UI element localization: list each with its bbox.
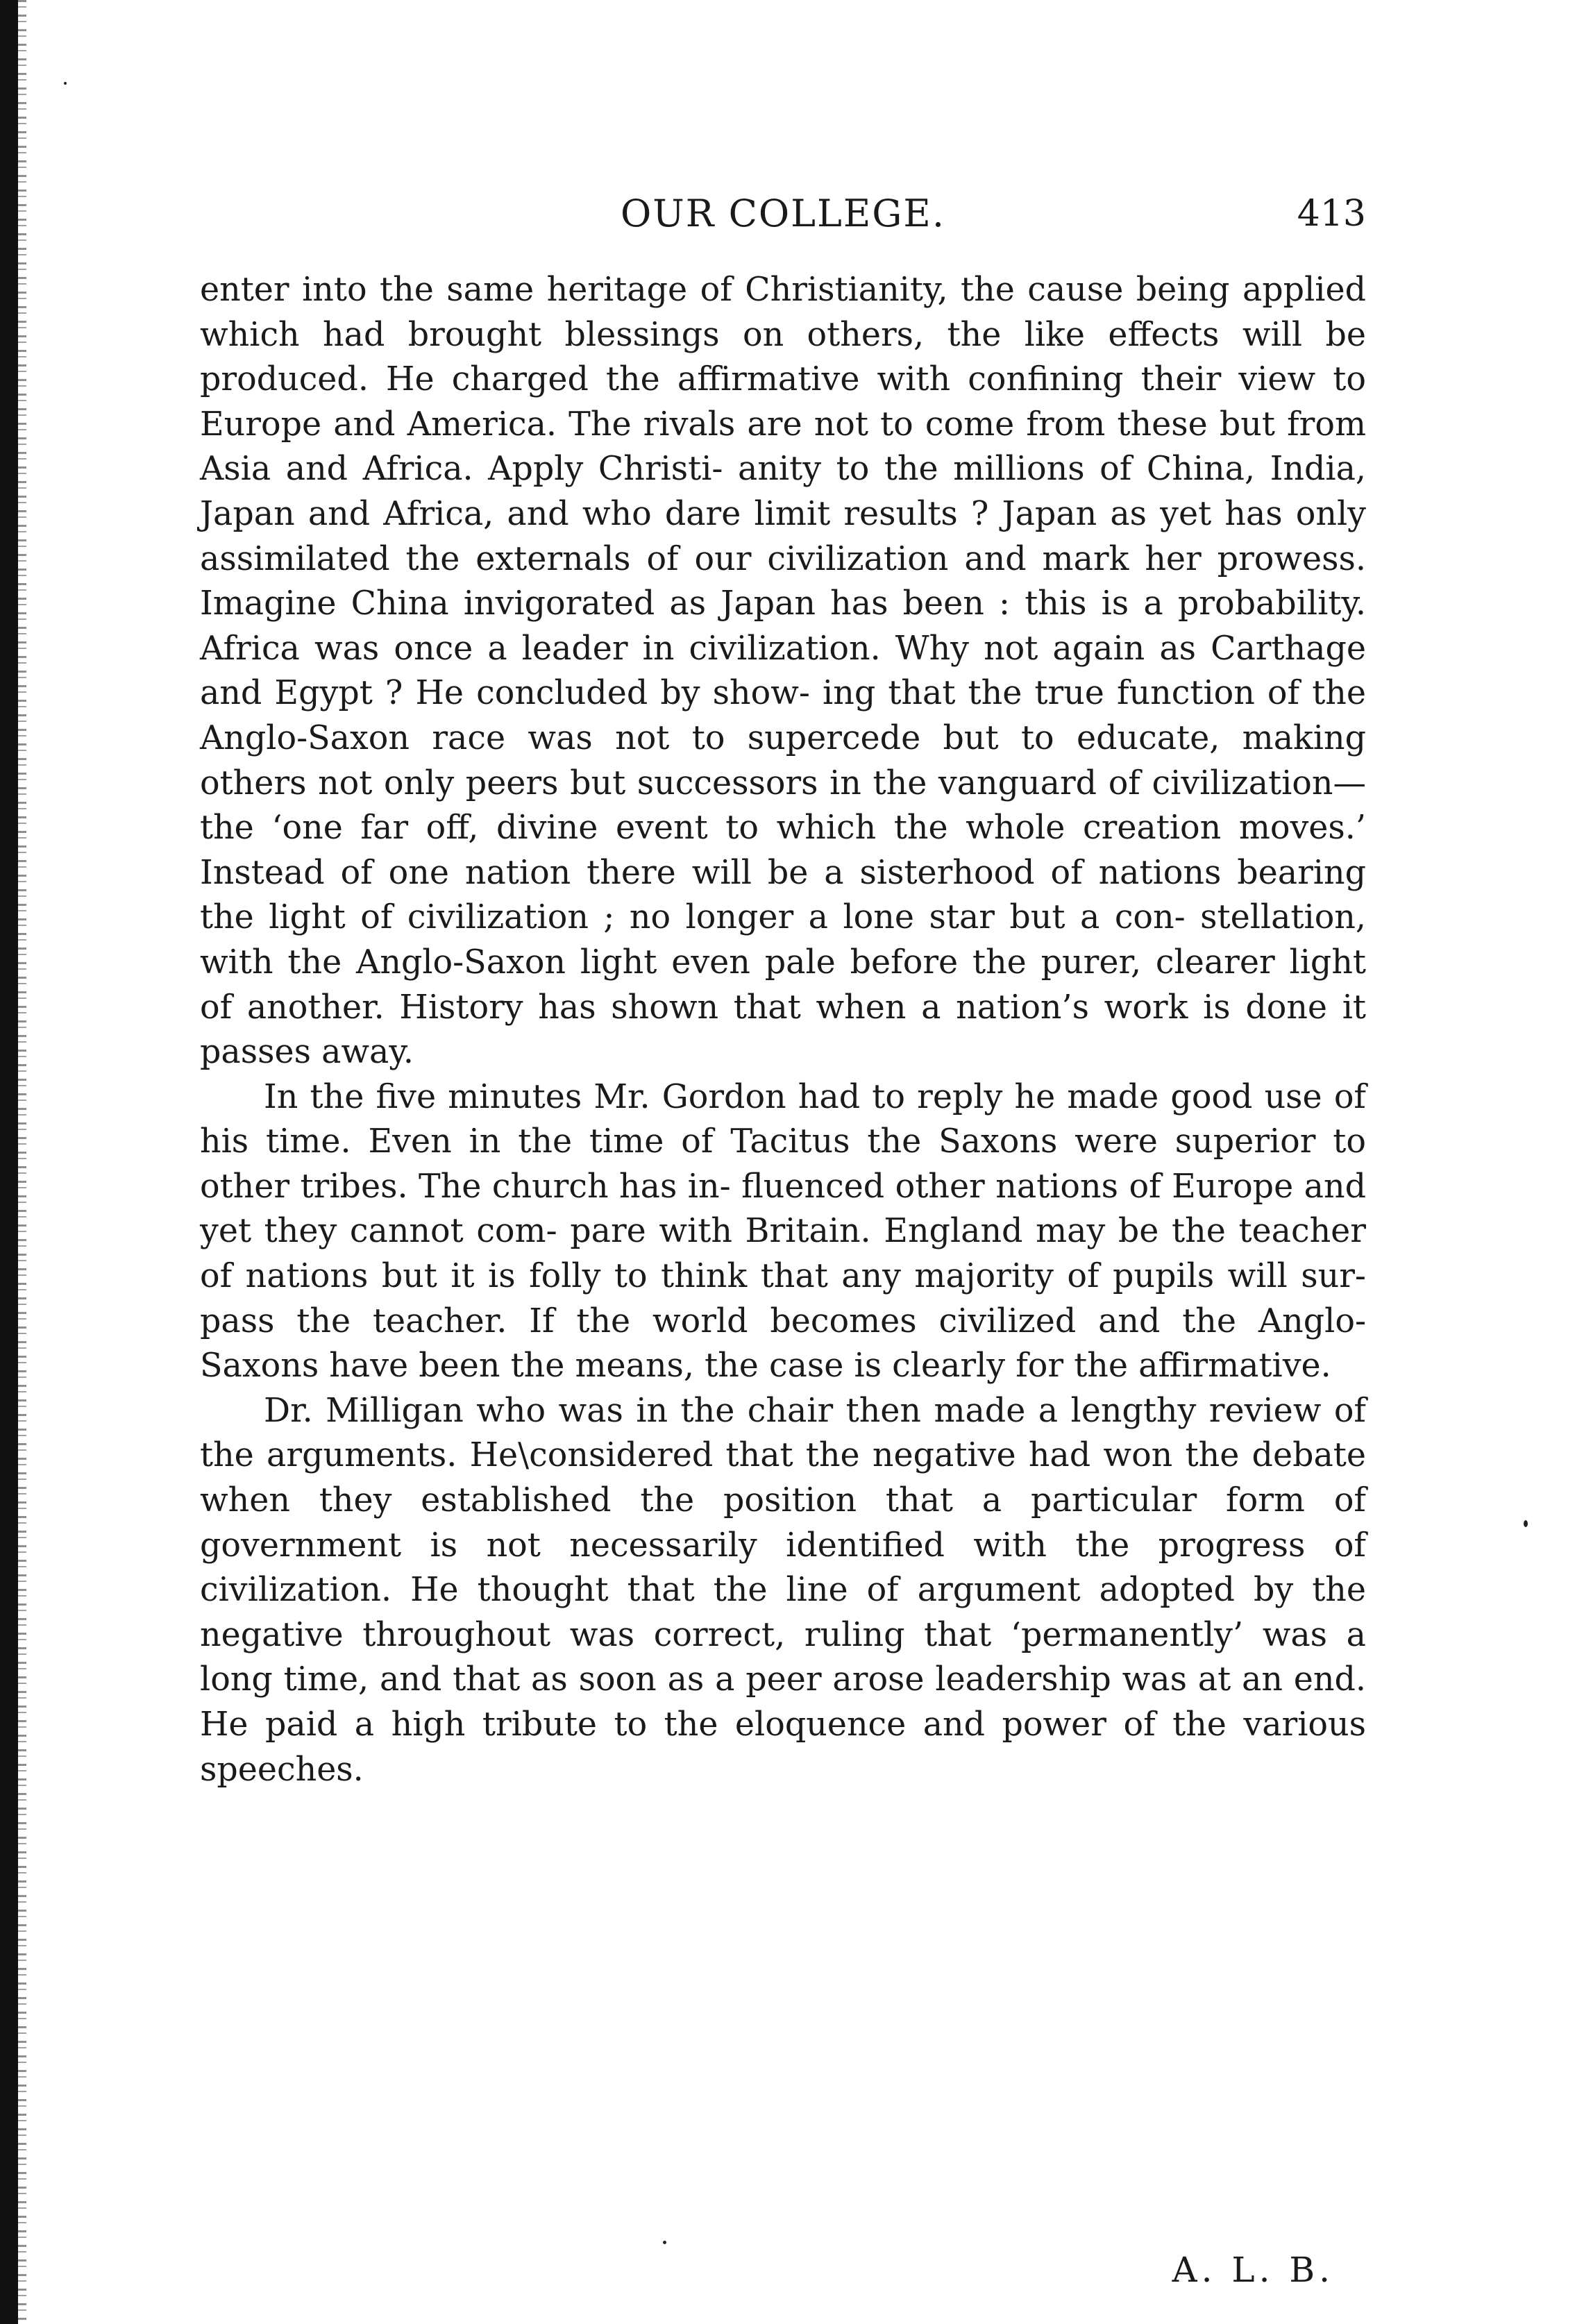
paragraph-milligan-review: Dr. Milligan who was in the chair then made a lengthy review of the arguments. He\considered that the negative had won the debate when they established the position that a particular form of government is not necessarily identified with the progress of civilization. He thought that the line of argument adopted by the negative throughout was correct, ruling that ‘permanently’ was a long time, and that as soon as a peer arose leadership was at an end. He paid a high tribute to the eloquence and power of the various speeches.: [200, 1391, 1366, 1789]
paragraph-gordon-reply: In the five minutes Mr. Gordon had to reply he made good use of his time. Even in the time of Tacitus the Saxons were superior to other tribes. The church has in- fluenced other nations of Europe and yet they cannot com- pare with Britain. England may be the teacher of nations but it is folly to think that any majority of pupils will sur- pass the teacher. If the world becomes civilized and the Anglo-Saxons have been the means, the case is clearly for the affirmative.: [200, 1077, 1366, 1386]
ink-speck: [663, 2241, 666, 2244]
running-title: OUR COLLEGE.: [620, 192, 946, 235]
author-initials: A. L. B.: [1172, 2250, 1334, 2290]
paragraph-continued: enter into the same heritage of Christianity, the cause being applied which had brought blessings on others, the like effects will be produced. He charged the affirmative with confining their view to Europe and America. The rivals are not to come from these but from Asia and Africa. Apply Christi- anity to the millions of China, India, Japan and Africa, and who dare limit results ? Japan as yet has only assimilated the externals of our civilization and mark her prowess. Imagine China invigorated as Japan has been : this is a probability. Africa was once a leader in civilization. Why not again as Carthage and Egypt ? He concluded by show- ing that the true function of the Anglo-Saxon race was not to supercede but to educate, making others not only peers but successors in the vanguard of civilization—the ‘one far off, divine event to which the whole creation moves.’ Instead of one nation there will be a sisterhood of nations bearing the light of civilization ; no longer a lone star but a con- stellation, with the Anglo-Saxon light even pale before the purer, clearer light of another. History has shown that when a nation’s work is done it passes away.: [200, 271, 1366, 1072]
binding-edge: [0, 0, 18, 2324]
running-head: [200, 186, 1366, 242]
body-text: [200, 268, 1366, 1792]
binding-edge-texture: [18, 0, 26, 2324]
ink-speck: [64, 82, 67, 85]
ink-speck: [1524, 1520, 1528, 1527]
page-number: 413: [1297, 193, 1366, 235]
